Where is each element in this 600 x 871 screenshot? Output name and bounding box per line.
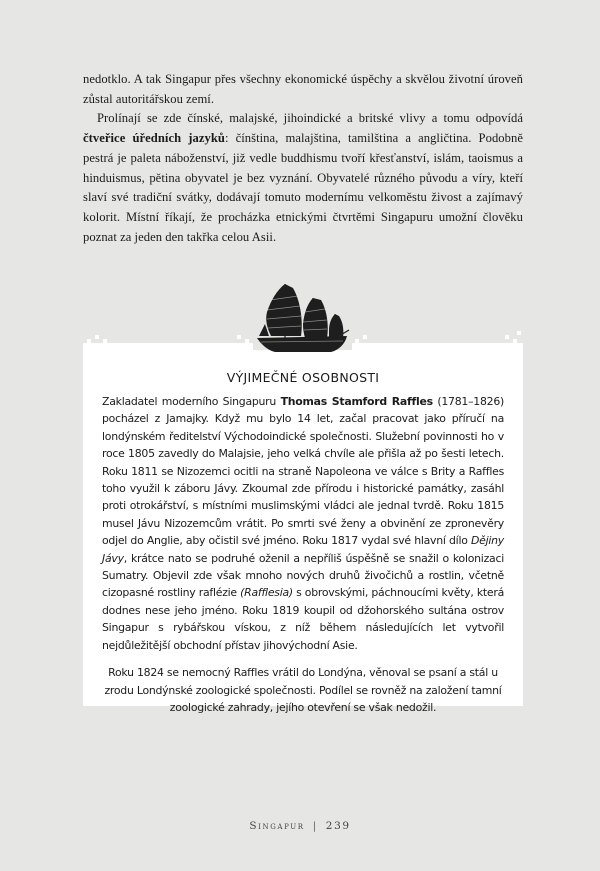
- box-text-block: [102, 393, 504, 716]
- box-title: VÝJIMEČNÉ OSOBNOSTI: [226, 370, 380, 385]
- main-paragraph-2-end: : čínština, malajština, tamilština a angličtina. Podobně pestrá je paleta náboženství, již vedle buddhismu tvoří křesťanství, islám, taoismus a hinduismus, pětina obyvatel je bez vyznání. Obyvatelé různého původu a víry, kteří slaví své tradiční svátky, dodávají tomuto modernímu velkoměstu živost a zajímavý kolorit. Místní říkají, že procházka etnickými čtvrtěmi Singapuru umožní člověku poznat za jeden den takřka celou Asii.: [83, 131, 523, 244]
- box-paragraph-1-end: s obrovskými, páchnoucími květy, která dodnes nese jeho jméno. Roku 1819 koupil od džohorského sultána ostrov Singapur s rybářskou vískou, z níž během následujících let vytvořil nejdůležitější obchodní přístav jihovýchodní Asie.: [102, 586, 504, 652]
- page-number: 239: [325, 820, 351, 832]
- box-paragraph-2: Roku 1824 se nemocný Raffles vrátil do Londýna, věnoval se psaní a stál u zrodu Londýnské zoologické společnosti. Podílel se rovněž na založení tamní zoologické zahrady, jejího otevření se však nedožil.: [104, 666, 502, 714]
- main-paragraph-2: [83, 109, 523, 247]
- rafflesia-latin-name: (Rafflesia): [240, 586, 293, 600]
- book-title: Dějiny Jávy: [102, 534, 504, 565]
- footer-section-title: Singapur: [249, 820, 305, 832]
- junk-ship-icon: [255, 278, 351, 360]
- box-pixel-decor: [363, 335, 367, 339]
- box-pixel-decor: [237, 335, 241, 339]
- box-pixel-decor: [517, 331, 521, 335]
- main-paragraph-2-start: Prolínají se zde čínské, malajské, jihoindické a britské vlivy a tomu odpovídá: [97, 111, 523, 126]
- box-pixel-decor: [87, 339, 91, 343]
- raffles-name-highlight: Thomas Stamford Raffles: [280, 395, 433, 408]
- box-pixel-decor: [355, 339, 359, 343]
- box-pixel-decor: [513, 339, 517, 343]
- box-pixel-decor: [103, 339, 107, 343]
- box-paragraph-1-continued: , krátce nato se podruhé oženil a nepříliš úspěšně se snažil o kolonizaci Sumatry. Objevil zde však mnoho nových druhů živočichů a rostlin, včetně cizopasné rostliny raflézie: [102, 551, 504, 600]
- box-pixel-decor: [95, 335, 99, 339]
- box-pixel-decor: [505, 335, 509, 339]
- main-paragraph-1: nedotklo. A tak Singapur přes všechny ekonomické úspěchy a skvělou životní úroveň zůstal autoritářskou zemí.: [83, 72, 523, 106]
- box-paragraph-1: [102, 393, 504, 654]
- page-footer: [0, 820, 600, 832]
- box-top-edge-left: [83, 343, 253, 351]
- footer-separator: |: [312, 820, 318, 832]
- main-text-block: [83, 70, 523, 247]
- official-languages-highlight: čtveřice úředních jazyků: [83, 131, 225, 146]
- box-paragraph-1-middle: (1781–1826) pocházel z Jamajky. Když mu bylo 14 let, začal pracovat jako příručí na londýnském ředitelství Východoindické společnosti. Služební povinnosti ho v roce 1805 zavedly do Malajsie, jeho velká chvíle ale přišla až po šesti letech. Roku 1811 se Nizozemci ocitli na straně Napoleona ve válce s Brity a Raffles toho využil k záboru Jávy. Zkoumal zde přírodu i historické památky, zasáhl proti otrokářství, s místními muslimskými vládci ale jednal tvrdě. Roku 1815 musel Jávu Nizozemcům vrátit. Po smrti své ženy a obvinění ze zpronevěry odjel do Anglie, aby očistil své jméno. Roku 1817 vydal své hlavní dílo: [102, 395, 504, 548]
- box-paragraph-1-start: Zakladatel moderního Singapuru: [102, 395, 281, 408]
- box-pixel-decor: [245, 339, 249, 343]
- box-top-edge-right: [352, 343, 523, 351]
